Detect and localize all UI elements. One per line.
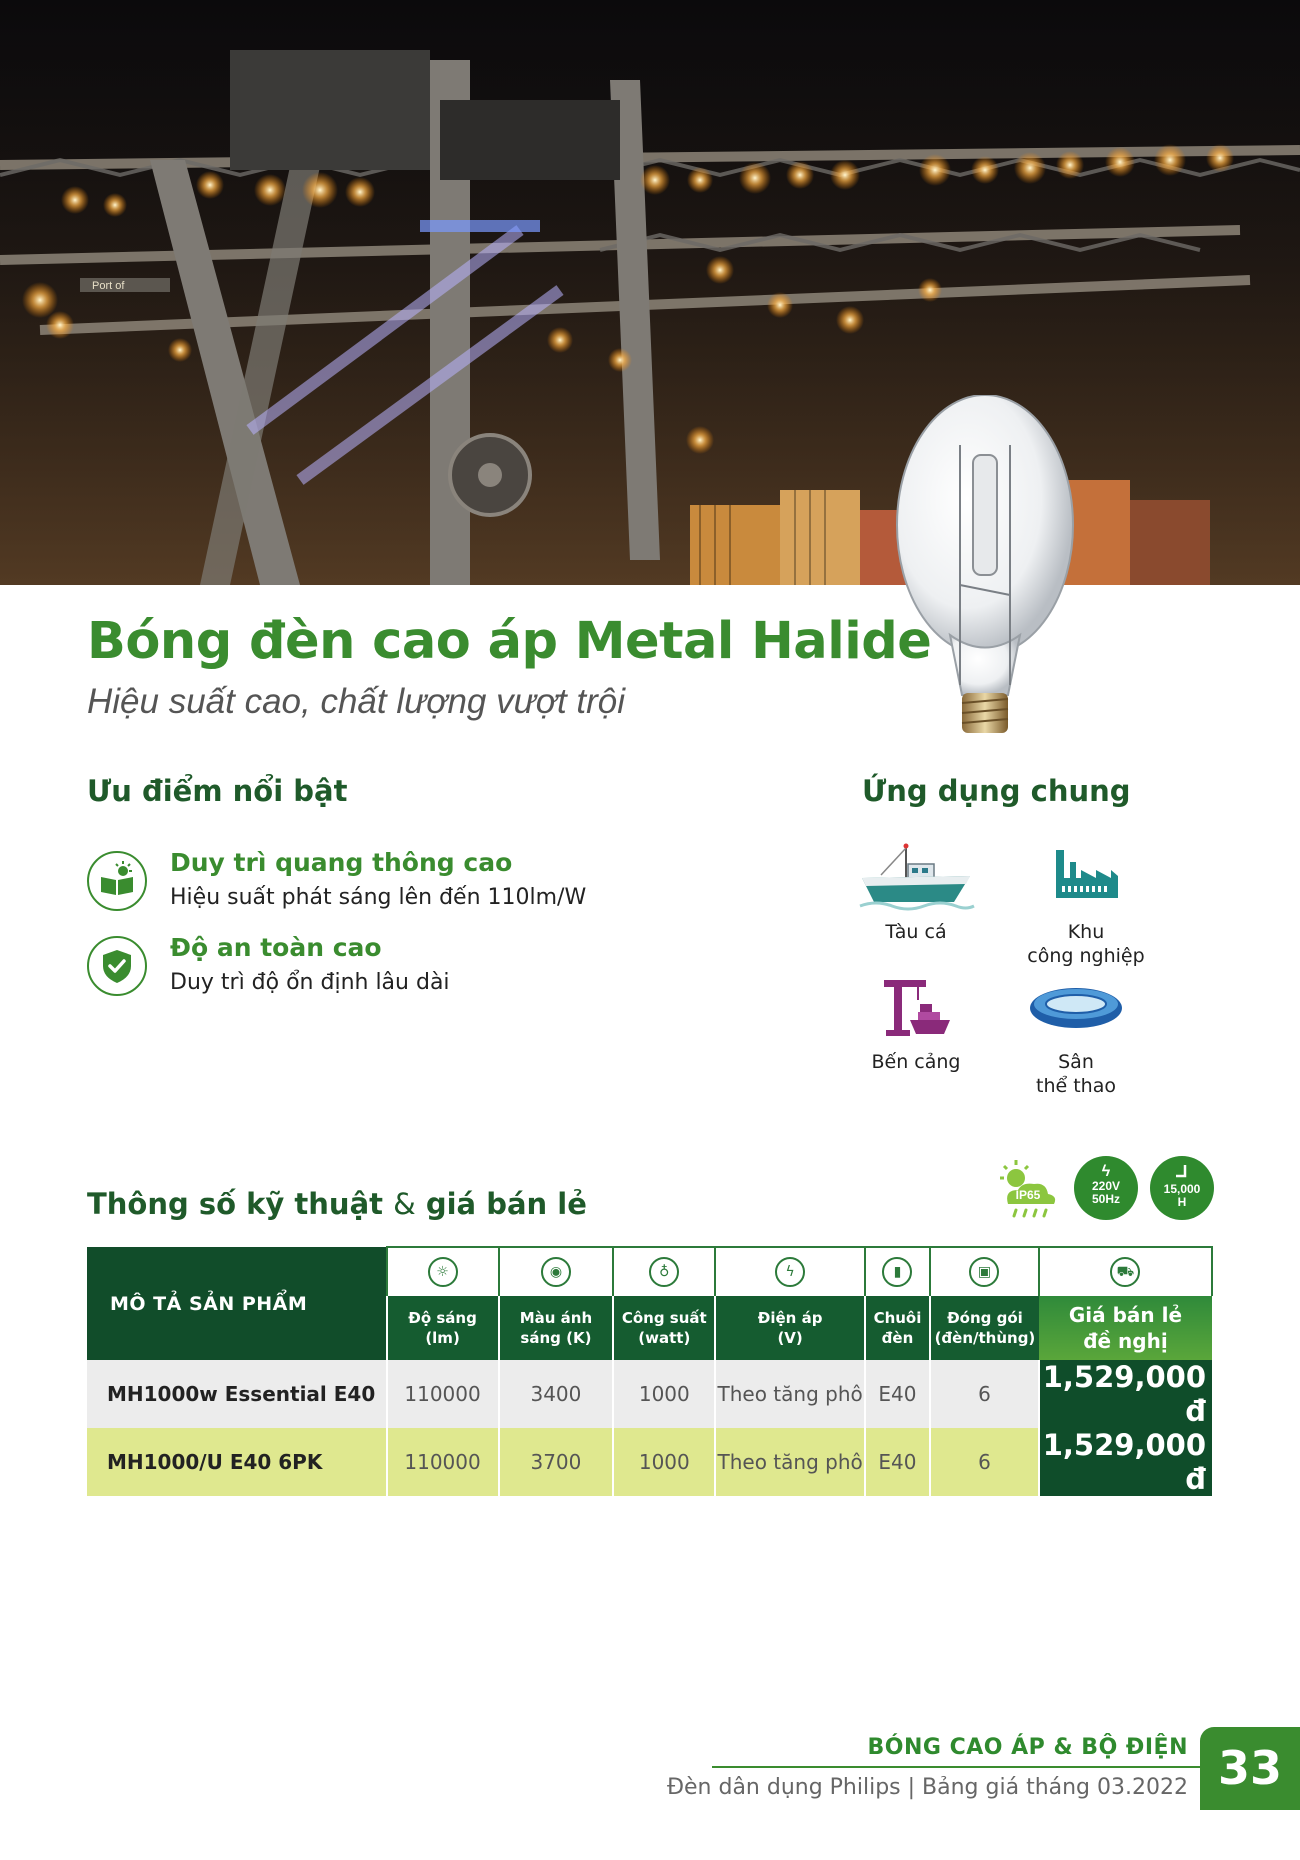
page-subtitle: Hiệu suất cao, chất lượng vượt trội (87, 682, 626, 721)
bolt-icon: ϟ (1101, 1163, 1111, 1180)
advantage-title: Duy trì quang thông cao (170, 848, 513, 877)
application-item-stadium (986, 970, 1166, 1098)
application-item-industrial-zone (996, 840, 1176, 968)
hero-photo-port-cranes (0, 0, 1300, 585)
price-cell: 1,529,000 đ (1039, 1428, 1212, 1496)
spec-badge-voltage (1074, 1156, 1138, 1220)
lumen-cell: 110000 (387, 1360, 499, 1428)
advantage-title: Độ an toàn cao (170, 933, 382, 962)
specs-heading-tail: giá bán lẻ (425, 1187, 587, 1221)
port-sign-text: Port of (92, 280, 125, 292)
badge-text: IP65 (1015, 1188, 1041, 1202)
port-crane-icon (856, 970, 976, 1045)
column-header-description: MÔ TẢ SẢN PHẨM (87, 1247, 387, 1360)
column-icon-cell (613, 1247, 715, 1296)
specs-heading-text: Thông số kỹ thuật (87, 1187, 384, 1221)
badge-text: 50Hz (1091, 1192, 1120, 1206)
column-header-voltage: Điện áp (V) (715, 1296, 865, 1360)
spec-price-table (87, 1246, 1213, 1496)
application-label: Sân (1058, 1051, 1094, 1073)
pack-cell: 6 (930, 1360, 1039, 1428)
cart-icon: ⛟ (1110, 1257, 1140, 1287)
watt-cell: 1000 (613, 1360, 715, 1428)
lumen-cell: 110000 (387, 1428, 499, 1496)
badge-text: 220V (1091, 1179, 1121, 1193)
footer-category: BÓNG CAO ÁP & BỘ ĐIỆN (867, 1735, 1188, 1760)
column-icon-cell (1039, 1247, 1212, 1296)
application-label: thể thao (1036, 1075, 1116, 1097)
applications-heading: Ứng dụng chung (862, 774, 1131, 808)
advantage-desc: Duy trì độ ổn định lâu dài (170, 970, 450, 995)
metal-halide-bulb-image (890, 395, 1080, 740)
voltage-cell: Theo tăng phô (715, 1360, 865, 1428)
column-icon-cell (865, 1247, 930, 1296)
kelvin-cell: 3700 (499, 1428, 614, 1496)
hero-illustration (0, 0, 1300, 585)
badge-text: H (1177, 1195, 1187, 1209)
product-name: MH1000/U E40 6PK (87, 1428, 387, 1496)
factory-icon (1026, 840, 1146, 915)
application-label: công nghiệp (1027, 945, 1145, 967)
voltage-icon: ϟ (775, 1257, 805, 1287)
column-icon-cell (499, 1247, 614, 1296)
base-cell: E40 (865, 1360, 930, 1428)
column-header-base: Chuôi đèn (865, 1296, 930, 1360)
application-label: Khu (1067, 921, 1105, 943)
badge-text: 15,000 (1163, 1182, 1201, 1196)
specs-heading-amp: & (393, 1187, 416, 1221)
application-label: Bến cảng (871, 1051, 961, 1073)
application-item-fishing-boat (826, 840, 1006, 944)
kelvin-cell: 3400 (499, 1360, 614, 1428)
spec-badge-lifetime (1150, 1156, 1214, 1220)
page-number: 33 (1200, 1727, 1300, 1810)
footer-divider (712, 1766, 1200, 1768)
watt-cell: 1000 (613, 1428, 715, 1496)
table-row (87, 1428, 1212, 1496)
socket-icon: ▮ (882, 1257, 912, 1287)
base-cell: E40 (865, 1428, 930, 1496)
fishing-boat-icon (856, 840, 976, 915)
specs-heading (87, 1187, 587, 1221)
advantages-heading: Ưu điểm nổi bật (87, 774, 348, 808)
column-icon-cell (387, 1247, 499, 1296)
price-cell: 1,529,000 đ (1039, 1360, 1212, 1428)
palette-icon: ◉ (541, 1257, 571, 1287)
column-header-pack: Đóng gói (đèn/thùng) (930, 1296, 1039, 1360)
book-sun-icon (87, 851, 147, 911)
box-icon: ▣ (969, 1257, 999, 1287)
table-row (87, 1360, 1212, 1428)
application-label: Tàu cá (885, 921, 947, 943)
advantage-desc: Hiệu suất phát sáng lên đến 110lm/W (170, 885, 587, 910)
bulb-icon: ♁ (649, 1257, 679, 1287)
clock-icon (1150, 1156, 1214, 1183)
column-header-color-temp: Màu ánh sáng (K) (499, 1296, 614, 1360)
column-icon-cell (715, 1247, 865, 1296)
voltage-cell: Theo tăng phô (715, 1428, 865, 1496)
application-item-port (826, 970, 1006, 1074)
column-header-price: Giá bán lẻ đề nghị (1039, 1296, 1212, 1360)
column-header-power: Công suất (watt) (613, 1296, 715, 1360)
stadium-icon (1016, 970, 1136, 1045)
footer-subtitle: Đèn dân dụng Philips | Bảng giá tháng 03.2022 (666, 1775, 1188, 1800)
shield-check-icon (87, 936, 147, 996)
spec-badge-ip65 (994, 1156, 1060, 1222)
page-title: Bóng đèn cao áp Metal Halide (87, 612, 932, 671)
column-header-lumen: Độ sáng (lm) (387, 1296, 499, 1360)
column-icon-cell (930, 1247, 1039, 1296)
pack-cell: 6 (930, 1428, 1039, 1496)
product-name: MH1000w Essential E40 (87, 1360, 387, 1428)
brightness-icon: ☼ (428, 1257, 458, 1287)
